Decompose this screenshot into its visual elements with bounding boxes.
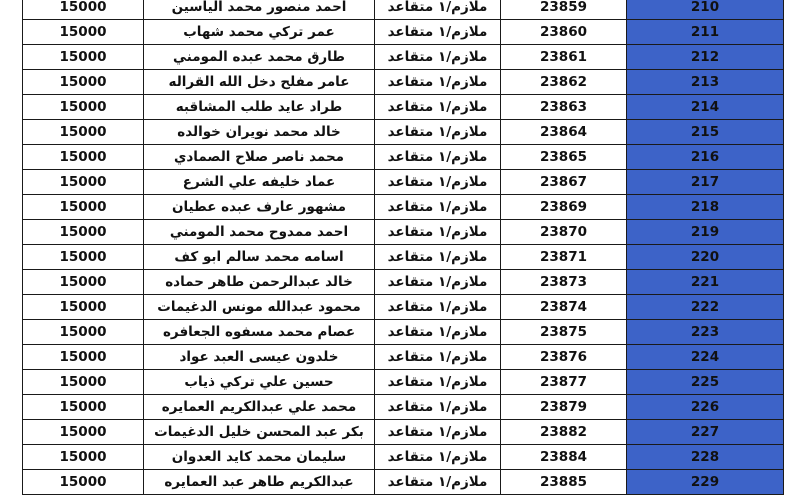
table-row [23, 70, 784, 95]
rank-cell: ملازم/١ متقاعد [375, 20, 501, 45]
amount-cell: 15000 [23, 220, 144, 245]
service-number-cell: 23870 [501, 220, 627, 245]
sequence-number-cell: 229 [627, 470, 784, 495]
name-cell: مشهور عارف عبده عطيان [144, 195, 375, 220]
rank-cell: ملازم/١ متقاعد [375, 95, 501, 120]
service-number-cell: 23873 [501, 270, 627, 295]
name-cell: عمر تركي محمد شهاب [144, 20, 375, 45]
amount-cell: 15000 [23, 320, 144, 345]
amount-cell: 15000 [23, 45, 144, 70]
table-row [23, 395, 784, 420]
table-row [23, 270, 784, 295]
table-row [23, 320, 784, 345]
rank-cell: ملازم/١ متقاعد [375, 270, 501, 295]
service-number-cell: 23877 [501, 370, 627, 395]
name-cell: محمد ناصر صلاح الصمادي [144, 145, 375, 170]
table-row [23, 120, 784, 145]
sequence-number-cell: 212 [627, 45, 784, 70]
name-cell: عامر مفلح دخل الله القراله [144, 70, 375, 95]
sequence-number-cell: 222 [627, 295, 784, 320]
table-row [23, 370, 784, 395]
pension-roster-table [22, 0, 784, 495]
table-row [23, 445, 784, 470]
name-cell: حسين علي تركي ذياب [144, 370, 375, 395]
sequence-number-cell: 224 [627, 345, 784, 370]
rank-cell: ملازم/١ متقاعد [375, 195, 501, 220]
rank-cell: ملازم/١ متقاعد [375, 445, 501, 470]
amount-cell: 15000 [23, 420, 144, 445]
table-row [23, 0, 784, 20]
amount-cell: 15000 [23, 370, 144, 395]
table-row [23, 470, 784, 495]
service-number-cell: 23879 [501, 395, 627, 420]
service-number-cell: 23885 [501, 470, 627, 495]
sequence-number-cell: 215 [627, 120, 784, 145]
table-row [23, 145, 784, 170]
amount-cell: 15000 [23, 70, 144, 95]
amount-cell: 15000 [23, 20, 144, 45]
sequence-number-cell: 216 [627, 145, 784, 170]
amount-cell: 15000 [23, 170, 144, 195]
sequence-number-cell: 219 [627, 220, 784, 245]
service-number-cell: 23882 [501, 420, 627, 445]
name-cell: خلدون عيسى العبد عواد [144, 345, 375, 370]
sequence-number-cell: 217 [627, 170, 784, 195]
table-row [23, 170, 784, 195]
service-number-cell: 23871 [501, 245, 627, 270]
name-cell: خالد عبدالرحمن طاهر حماده [144, 270, 375, 295]
rank-cell: ملازم/١ متقاعد [375, 145, 501, 170]
name-cell: خالد محمد نويران خوالده [144, 120, 375, 145]
amount-cell: 15000 [23, 245, 144, 270]
name-cell: طارق محمد عبده المومني [144, 45, 375, 70]
amount-cell: 15000 [23, 120, 144, 145]
service-number-cell: 23875 [501, 320, 627, 345]
sequence-number-cell: 221 [627, 270, 784, 295]
sequence-number-cell: 225 [627, 370, 784, 395]
rank-cell: ملازم/١ متقاعد [375, 170, 501, 195]
amount-cell: 15000 [23, 295, 144, 320]
rank-cell: ملازم/١ متقاعد [375, 320, 501, 345]
sequence-number-cell: 227 [627, 420, 784, 445]
sequence-number-cell: 228 [627, 445, 784, 470]
rank-cell: ملازم/١ متقاعد [375, 45, 501, 70]
sequence-number-cell: 213 [627, 70, 784, 95]
service-number-cell: 23884 [501, 445, 627, 470]
amount-cell: 15000 [23, 445, 144, 470]
amount-cell: 15000 [23, 395, 144, 420]
rank-cell: ملازم/١ متقاعد [375, 70, 501, 95]
service-number-cell: 23874 [501, 295, 627, 320]
name-cell: عبدالكريم طاهر عبد العمايره [144, 470, 375, 495]
name-cell: سليمان محمد كايد العدوان [144, 445, 375, 470]
rank-cell: ملازم/١ متقاعد [375, 395, 501, 420]
name-cell: اسامه محمد سالم ابو كف [144, 245, 375, 270]
table-row [23, 45, 784, 70]
name-cell: احمد منصور محمد الياسين [144, 0, 375, 20]
service-number-cell: 23867 [501, 170, 627, 195]
amount-cell: 15000 [23, 195, 144, 220]
rank-cell: ملازم/١ متقاعد [375, 245, 501, 270]
amount-cell: 15000 [23, 145, 144, 170]
rank-cell: ملازم/١ متقاعد [375, 345, 501, 370]
amount-cell: 15000 [23, 0, 144, 20]
sequence-number-cell: 214 [627, 95, 784, 120]
amount-cell: 15000 [23, 470, 144, 495]
name-cell: محمود عبدالله مونس الدغيمات [144, 295, 375, 320]
name-cell: عماد خليفه علي الشرع [144, 170, 375, 195]
table-row [23, 420, 784, 445]
table-row [23, 220, 784, 245]
service-number-cell: 23861 [501, 45, 627, 70]
sequence-number-cell: 218 [627, 195, 784, 220]
name-cell: بكر عبد المحسن خليل الدغيمات [144, 420, 375, 445]
service-number-cell: 23860 [501, 20, 627, 45]
table-row [23, 245, 784, 270]
amount-cell: 15000 [23, 95, 144, 120]
service-number-cell: 23864 [501, 120, 627, 145]
service-number-cell: 23862 [501, 70, 627, 95]
table-row [23, 345, 784, 370]
table-row [23, 20, 784, 45]
rank-cell: ملازم/١ متقاعد [375, 370, 501, 395]
amount-cell: 15000 [23, 270, 144, 295]
service-number-cell: 23859 [501, 0, 627, 20]
sequence-number-cell: 210 [627, 0, 784, 20]
rank-cell: ملازم/١ متقاعد [375, 0, 501, 20]
rank-cell: ملازم/١ متقاعد [375, 120, 501, 145]
table-row [23, 195, 784, 220]
sequence-number-cell: 223 [627, 320, 784, 345]
rank-cell: ملازم/١ متقاعد [375, 420, 501, 445]
service-number-cell: 23876 [501, 345, 627, 370]
sequence-number-cell: 226 [627, 395, 784, 420]
table-row [23, 295, 784, 320]
table-row [23, 95, 784, 120]
name-cell: احمد ممدوح محمد المومني [144, 220, 375, 245]
service-number-cell: 23863 [501, 95, 627, 120]
service-number-cell: 23865 [501, 145, 627, 170]
sequence-number-cell: 220 [627, 245, 784, 270]
sequence-number-cell: 211 [627, 20, 784, 45]
name-cell: طراد عايد طلب المشاقبه [144, 95, 375, 120]
service-number-cell: 23869 [501, 195, 627, 220]
roster-body [23, 0, 784, 495]
name-cell: عصام محمد مسفوه الجعافره [144, 320, 375, 345]
name-cell: محمد علي عبدالكريم العمايره [144, 395, 375, 420]
amount-cell: 15000 [23, 345, 144, 370]
rank-cell: ملازم/١ متقاعد [375, 470, 501, 495]
rank-cell: ملازم/١ متقاعد [375, 220, 501, 245]
rank-cell: ملازم/١ متقاعد [375, 295, 501, 320]
